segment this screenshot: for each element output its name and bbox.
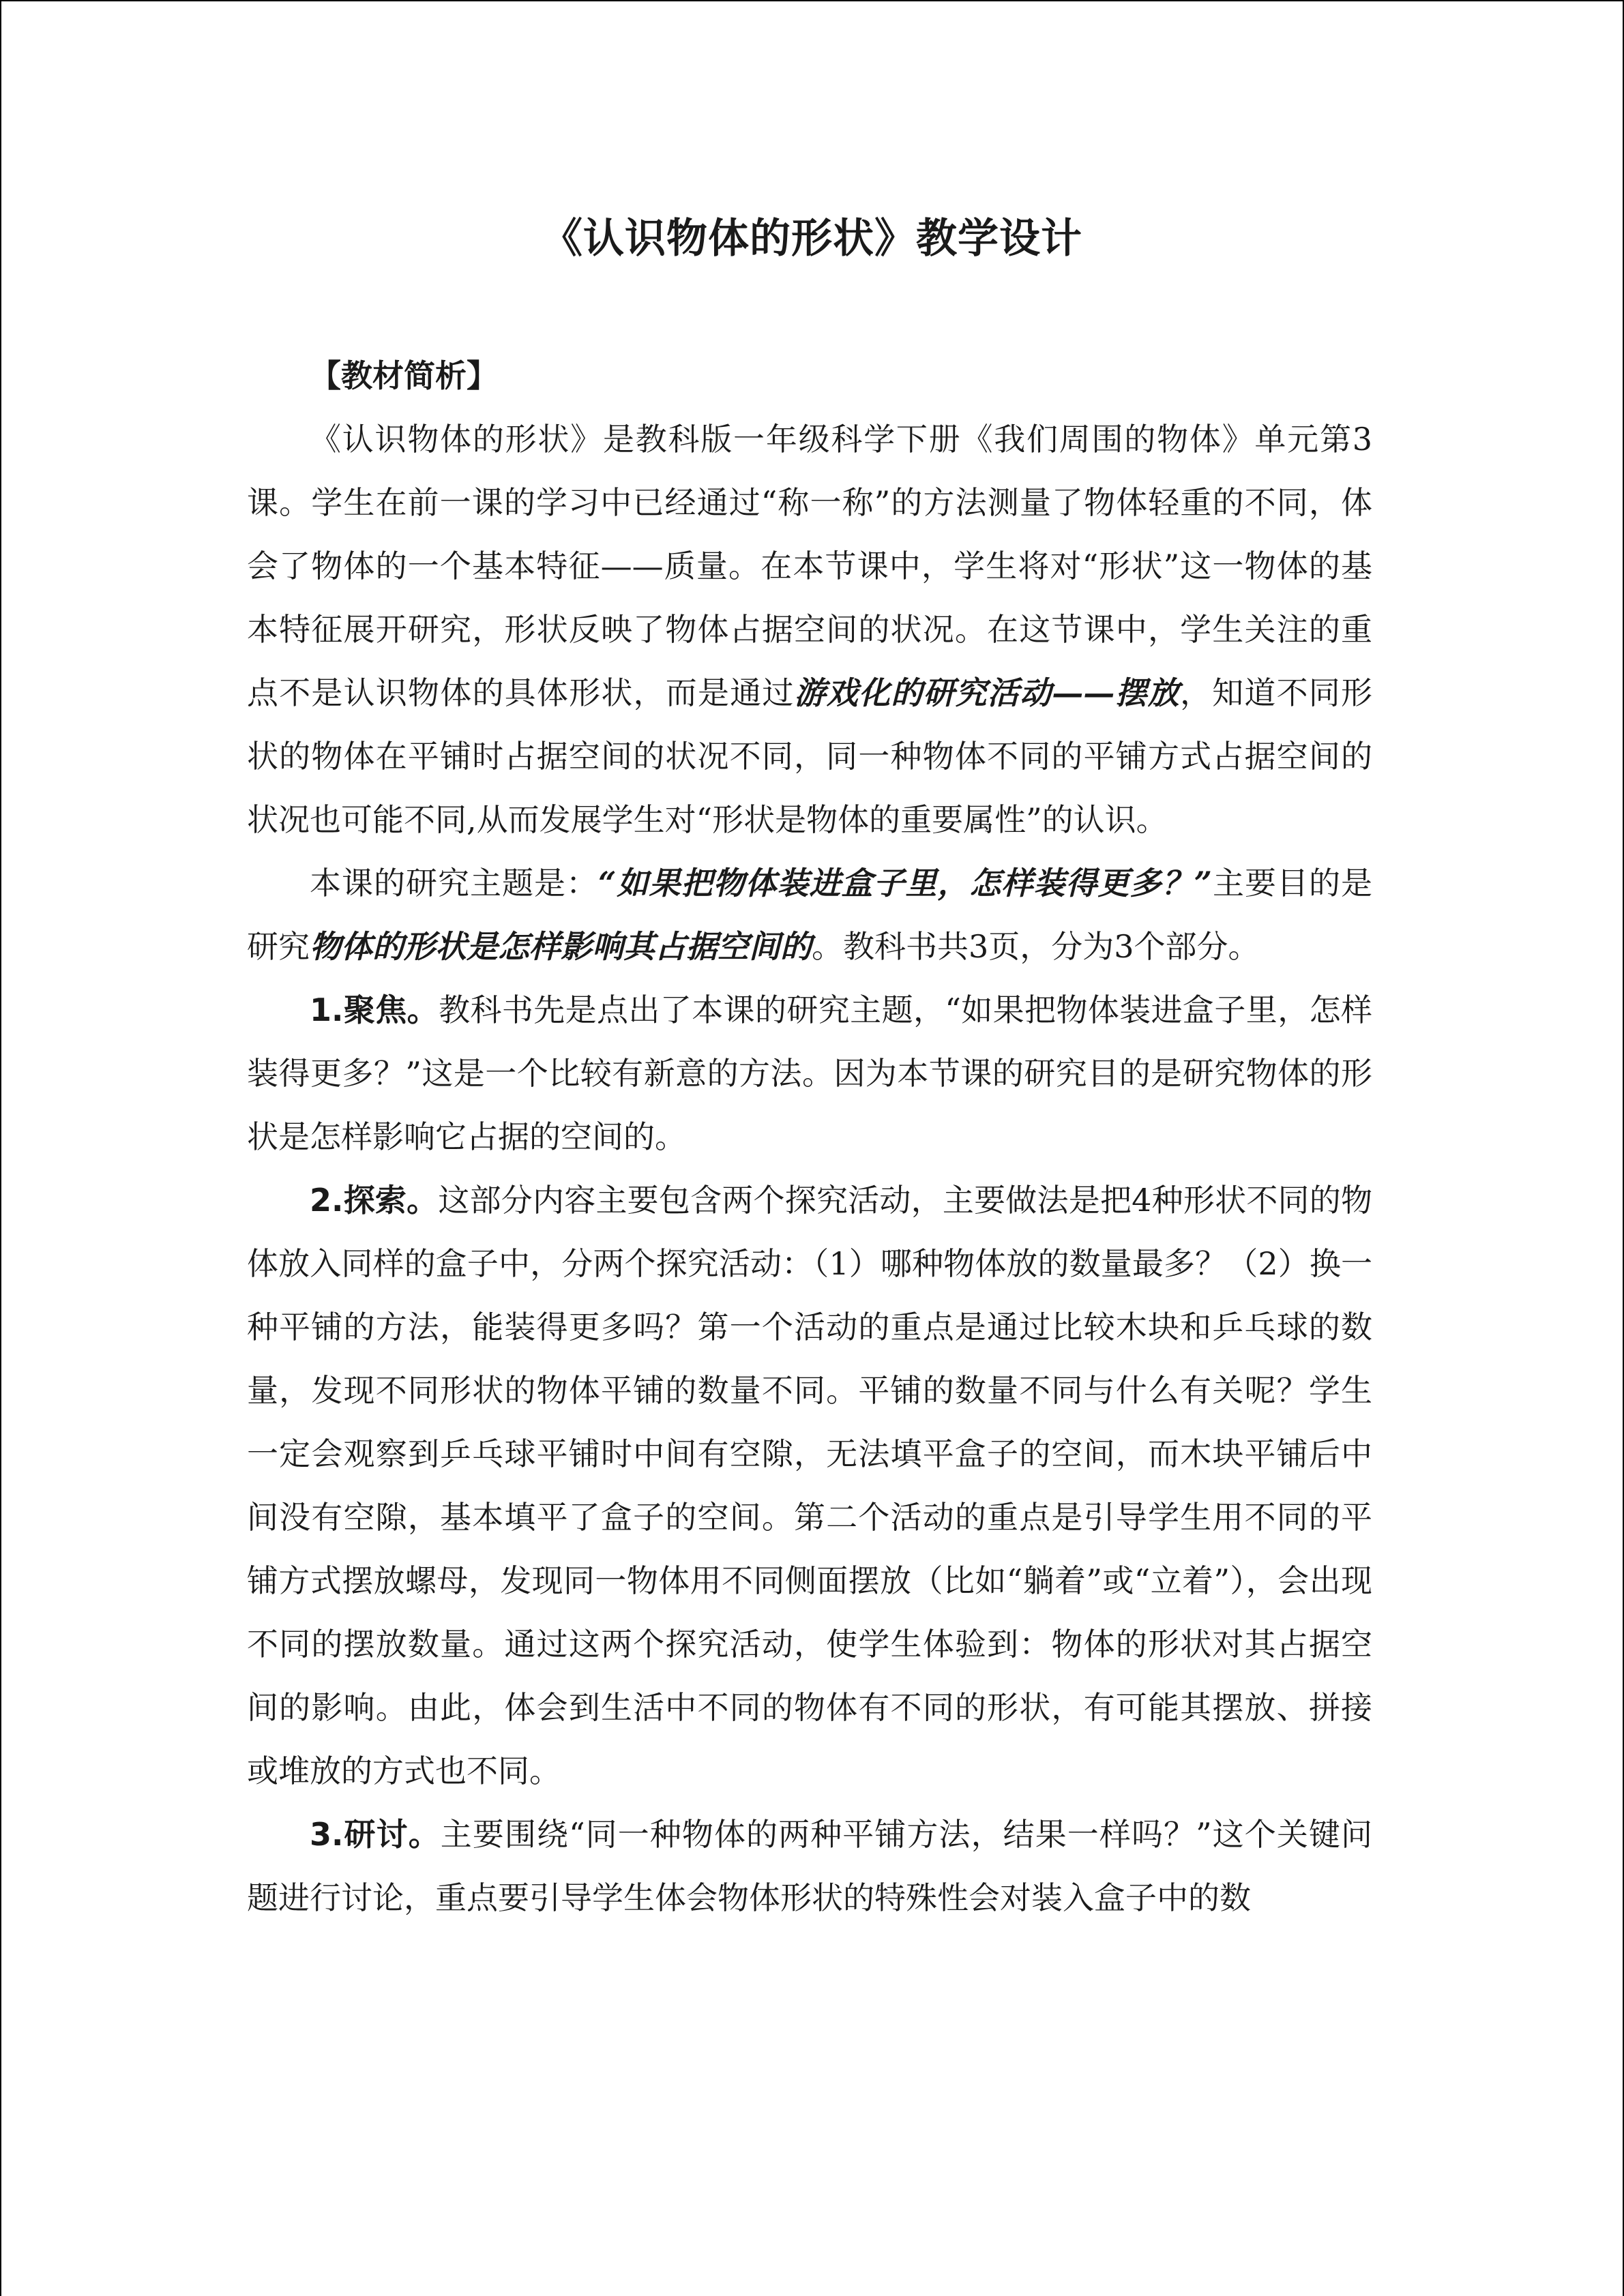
paragraph-intro-emphasis: 游戏化的研究活动——摆放 (794, 674, 1180, 711)
paragraph-theme (247, 852, 1372, 979)
paragraph-intro-text-a: 《认识物体的形状》是教科版一年级科学下册《我们周围的物体》单元第3课。学生在前一课的学习中已经通过“称一称”的方法测量了物体轻重的不同，体会了物体的一个基本特征——质量。在本节课中，学生将对“形状”这一物体的基本特征展开研究，形状反映了物体占据空间的状况。在这节课中，学生关注的重点不是认识物体的具体形状，而是通过 (247, 421, 1372, 711)
section-heading (247, 344, 1372, 408)
paragraph-theme-text-c: 主要目的是研究 (247, 865, 1373, 965)
paragraph-theme-purpose: 物体的形状是怎样影响其占据空间的 (310, 928, 812, 965)
paragraph-explore-text: 这部分内容主要包含两个探究活动，主要做法是把4种形状不同的物体放入同样的盒子中，分两个探究活动：（1）哪种物体放的数量最多？（2）换一种平铺的方法，能装得更多吗？第一个活动的重点是通过比较木块和乒乓球的数量，发现不同形状的物体平铺的数量不同。平铺的数量不同与什么有关呢？学生一定会观察到乒乓球平铺时中间有空隙，无法填平盒子的空间，而木块平铺后中间没有空隙，基本填平了盒子的空间。第二个活动的重点是引导学生用不同的平铺方式摆放螺母，发现同一物体用不同侧面摆放（比如“躺着”或“立着”），会出现不同的摆放数量。通过这两个探究活动，使学生体验到：物体的形状对其占据空间的影响。由此，体会到生活中不同的物体有不同的形状，有可能其摆放、拼接或堆放的方式也不同。 (247, 1182, 1372, 1789)
paragraph-theme-text-a: 本课的研究主题是： (310, 865, 599, 901)
paragraph-theme-question: “如果把物体装进盒子里，怎样装得更多？” (598, 865, 1212, 901)
document-body (247, 344, 1372, 1930)
section-heading-text: 【教材简析】 (310, 357, 498, 394)
paragraph-focus-lead: 1.聚焦。 (310, 992, 439, 1028)
paragraph-intro-text-c: ，知道不同形状的物体在平铺时占据空间的状况不同，同一种物体不同的平铺方式占据空间的状况也可能不同,从而发展学生对“形状是物体的重要属性”的认识。 (247, 674, 1373, 838)
document-title: 《认识物体的形状》教学设计 (542, 215, 1082, 263)
paragraph-theme-text-e: 。教科书共3页，分为3个部分。 (812, 928, 1260, 965)
paragraph-explore (247, 1169, 1372, 1803)
paragraph-explore-lead: 2.探索。 (310, 1182, 439, 1219)
paragraph-focus (247, 979, 1372, 1169)
paragraph-discuss-lead: 3.研讨。 (310, 1816, 441, 1853)
paragraph-discuss-text: 主要围绕“同一种物体的两种平铺方法，结果一样吗？”这个关键问题进行讨论，重点要引导学生体会物体形状的特殊性会对装入盒子中的数 (247, 1816, 1372, 1916)
paragraph-intro (247, 408, 1372, 852)
paragraph-discuss (247, 1803, 1372, 1930)
paragraph-focus-text: 教科书先是点出了本课的研究主题，“如果把物体装进盒子里，怎样装得更多？”这是一个比较有新意的方法。因为本节课的研究目的是研究物体的形状是怎样影响它占据的空间的。 (247, 992, 1372, 1155)
